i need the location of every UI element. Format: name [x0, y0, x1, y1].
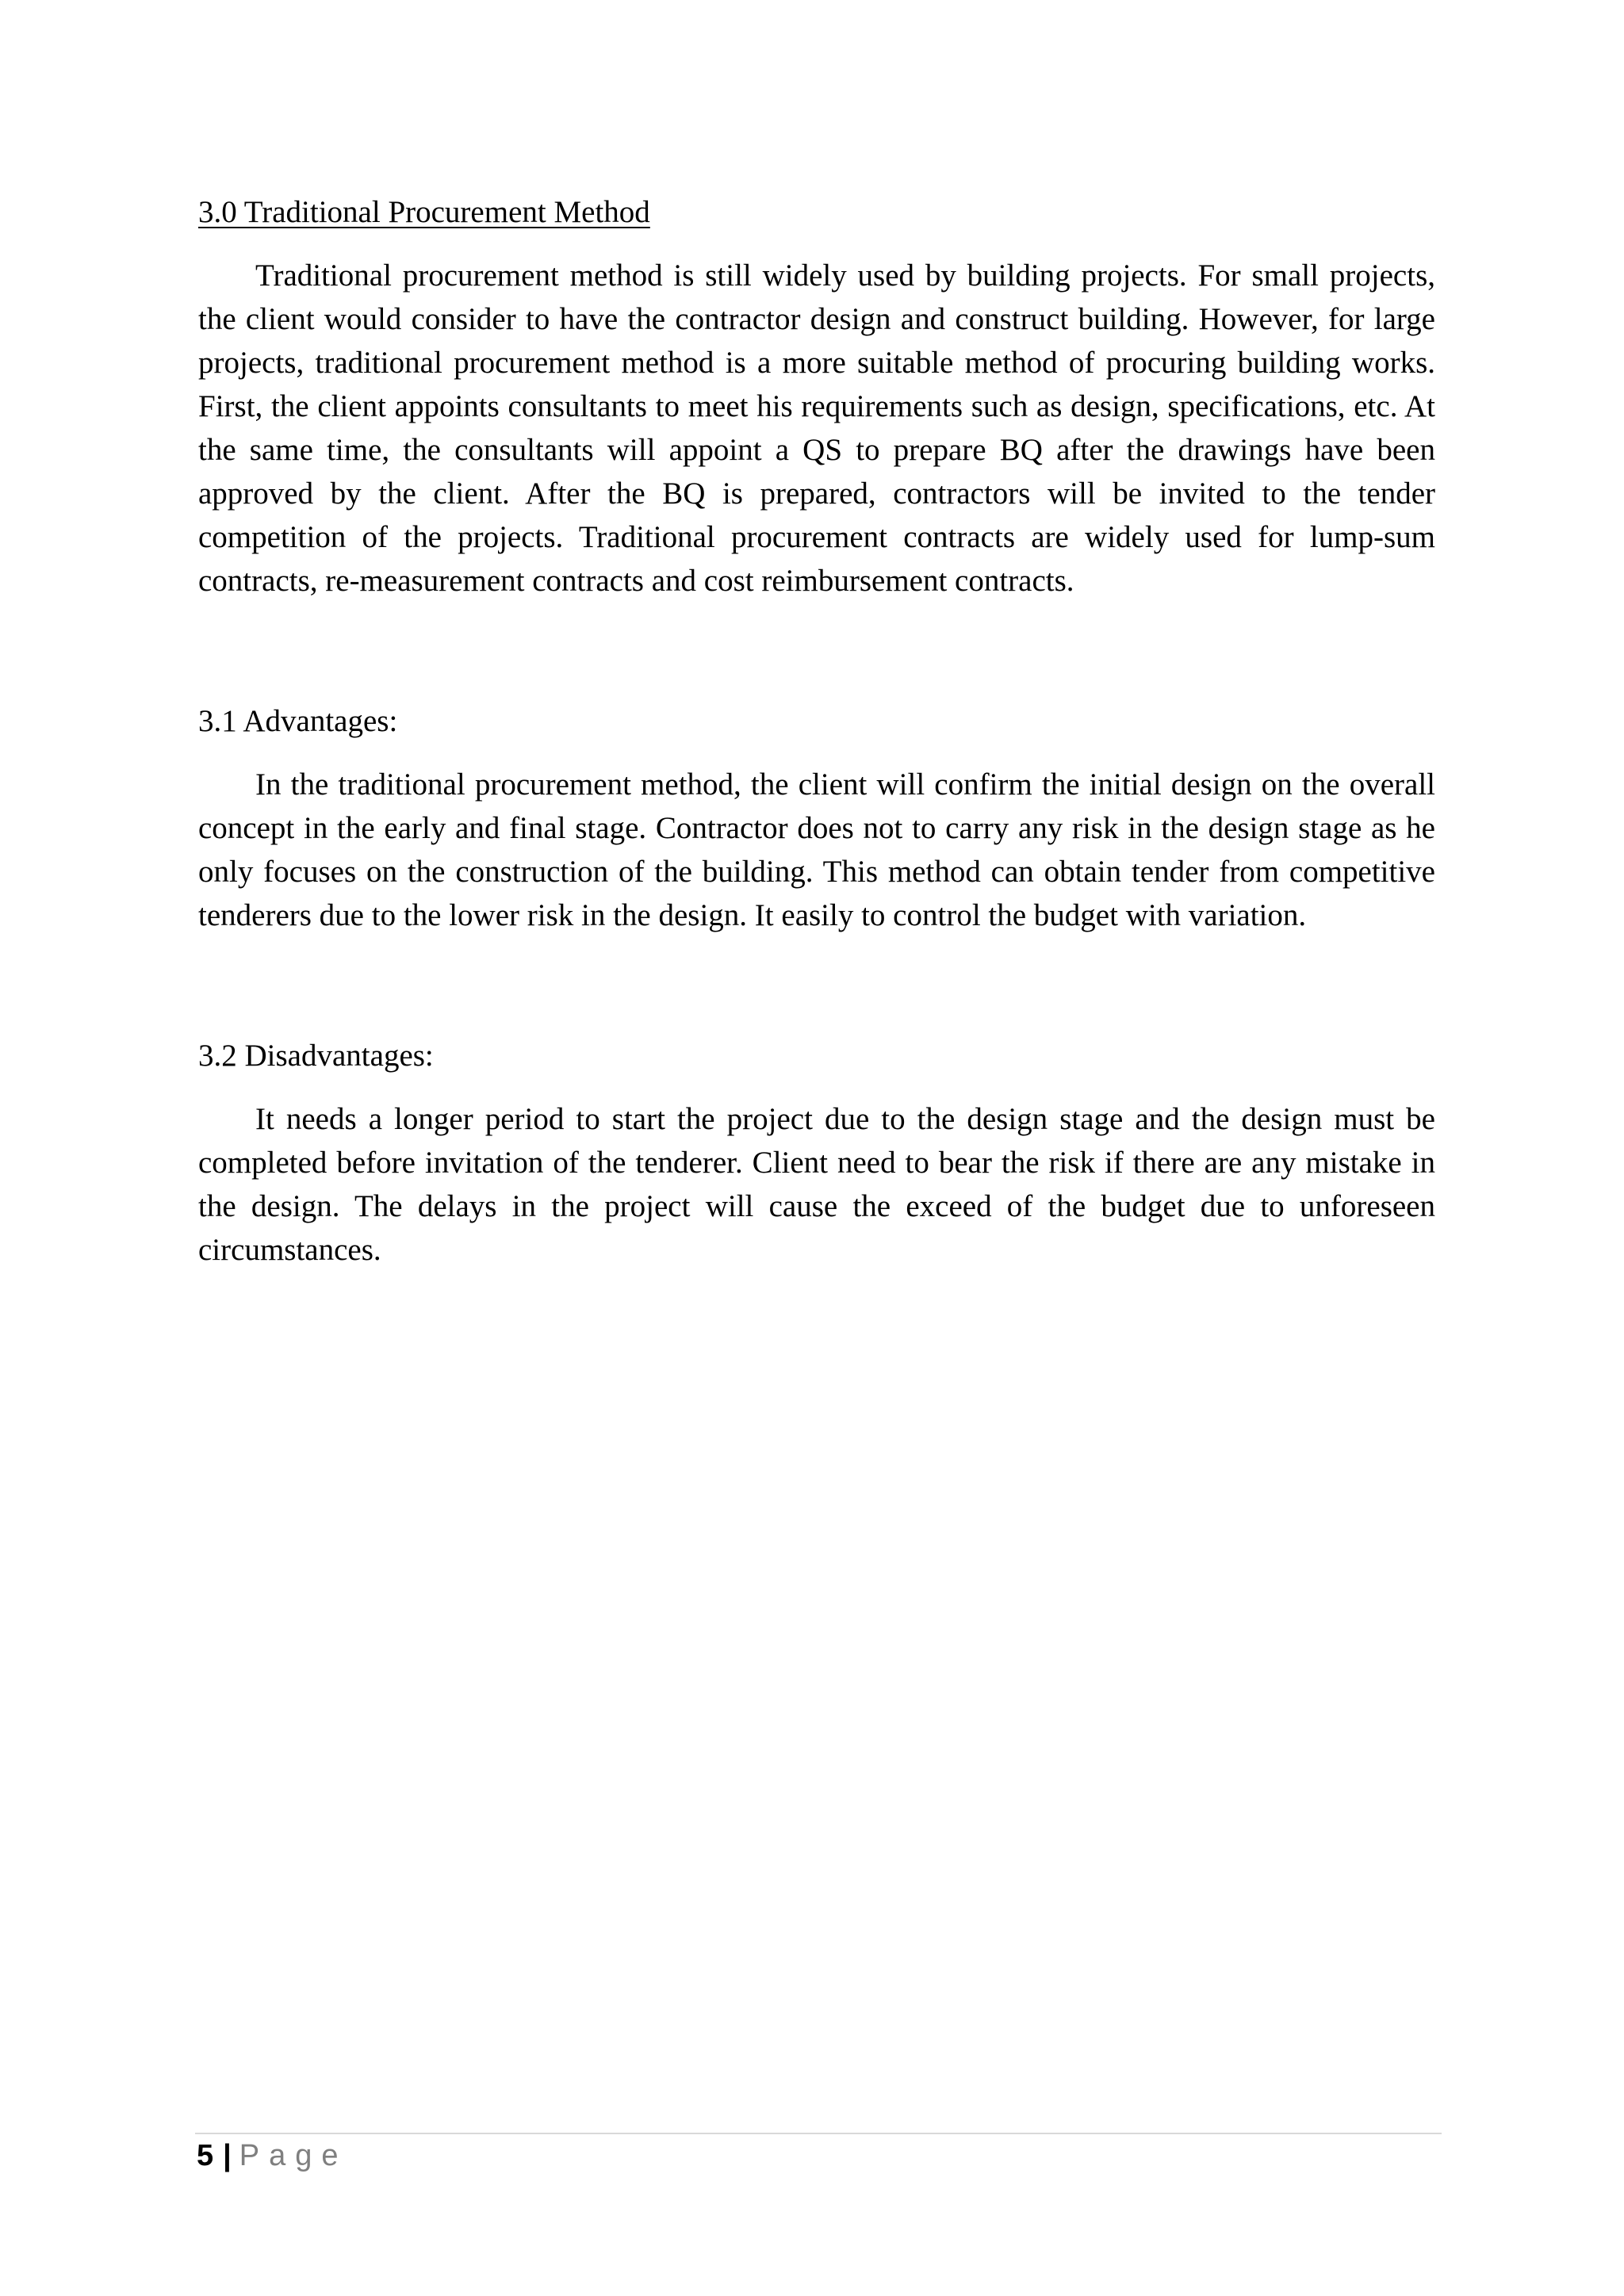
footer-divider: [195, 2133, 1442, 2134]
section-body-3-2: It needs a longer period to start the project due to the design stage and the design must be completed before invitation of the tenderer. Client need to bear the risk if there are any mistake in the design. The delays in the project will cause the exceed of the budget due to unforeseen circumstances.: [198, 1102, 1435, 1267]
page-content: [198, 190, 1435, 1272]
section-body-3-0: Traditional procurement method is still widely used by building projects. For small projects, the client would consider to have the contractor design and construct building. However, for large projects, traditional procurement method is a more suitable method of procuring building works. First, the client appoints consultants to meet his requirements such as design, specifications, etc. At the same time, the consultants will appoint a QS to prepare BQ after the drawings have been approved by the client. After the BQ is prepared, contractors will be invited to the tender competition of the projects. Traditional procurement contracts are widely used for lump-sum contracts, re-measurement contracts and cost reimbursement contracts.: [198, 258, 1435, 598]
section-body-3-1: In the traditional procurement method, the client will confirm the initial design on the overall concept in the early and final stage. Contractor does not to carry any risk in the design stage as he only focuses on the construction of the building. This method can obtain tender from competitive tenderers due to the lower risk in the design. It easily to control the budget with variation.: [198, 767, 1435, 932]
page-label: Page: [239, 2139, 348, 2172]
footer-separator: |: [223, 2139, 232, 2172]
section-heading-3-1: 3.1 Advantages:: [198, 704, 398, 738]
section-heading-3-2: 3.2 Disadvantages:: [198, 1039, 434, 1073]
page-number: 5: [197, 2139, 214, 2172]
page-footer: [197, 2136, 348, 2175]
section-heading-3-0: 3.0 Traditional Procurement Method: [198, 195, 650, 229]
